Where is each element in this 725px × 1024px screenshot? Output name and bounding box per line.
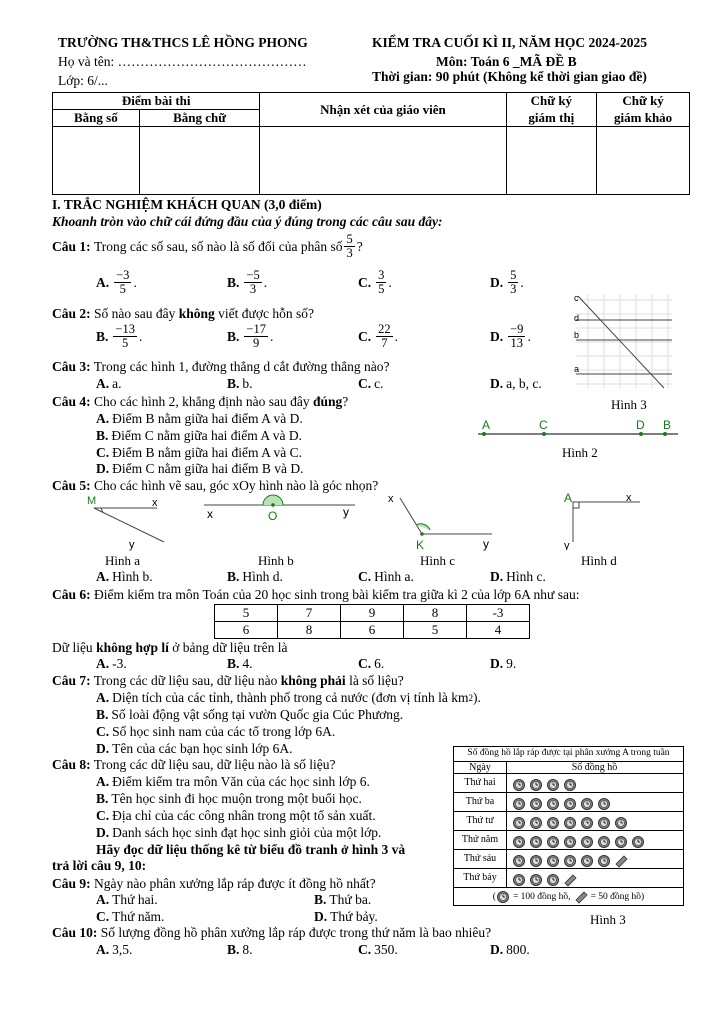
question-emphasis: không phải [280, 673, 346, 688]
points-figure [470, 416, 685, 442]
question-text: Trong các số sau, số nào là số đối của phân số [94, 238, 343, 254]
table-cell: 6 [215, 622, 278, 639]
student-name-field[interactable]: Họ và tên: …………………………………… [58, 54, 307, 69]
q3-option-a[interactable]: A. a. [96, 376, 122, 391]
question-label: Câu 7: [52, 673, 91, 688]
question-label: Câu 4: [52, 394, 91, 409]
clock-full-icon [563, 778, 577, 792]
q1-option-b[interactable]: B. $\frac{-5}{3}$ . [227, 268, 268, 296]
ray-y-label: y [343, 505, 349, 519]
angle-figure-a [82, 492, 182, 552]
q7-option-b[interactable]: B. Số loài động vật sống tại vườn Quốc gia Cúc Phương. [96, 707, 404, 722]
clock-full-icon [563, 835, 577, 849]
clock-full-icon [529, 816, 543, 830]
clock-full-icon [546, 873, 560, 887]
point-a [482, 432, 486, 436]
vertex-label: M [87, 495, 97, 507]
q5-option-d[interactable]: D. Hình c. [490, 569, 546, 584]
clock-half-icon [563, 873, 577, 887]
question-text: Cho các hình vẽ sau, góc xOy hình nào là góc nhọn? [94, 478, 379, 493]
clock-full-icon [512, 873, 526, 887]
angle-figure-d [560, 490, 650, 550]
clock-full-icon [512, 854, 526, 868]
exam-time: Thời gian: 90 phút (Không kể thời gian giao đề) [372, 69, 647, 84]
comment-header: Nhận xét của giáo viên [260, 93, 506, 127]
question-emphasis: đúng [312, 394, 343, 409]
ray-x-label: x [152, 497, 158, 509]
clock-full-icon [529, 854, 543, 868]
pictograph-day: Thứ ba [454, 793, 507, 812]
question-4 [52, 394, 348, 410]
pictograph-day: Thứ hai [454, 774, 507, 793]
score-by-words-header: Bằng chữ [139, 110, 260, 127]
question-label: Câu 10: [52, 925, 98, 940]
class-field[interactable]: Lớp: 6/... [58, 73, 108, 88]
figure-b-caption: Hình b [258, 553, 294, 568]
question-text-end: là số liệu? [349, 673, 404, 688]
comment-cell[interactable] [260, 127, 506, 195]
pictograph-day: Thứ năm [454, 831, 507, 850]
question-label: Câu 2: [52, 306, 91, 321]
question-label: Câu 3: [52, 359, 91, 374]
vertex-label: K [416, 538, 425, 552]
score-words-cell[interactable] [139, 127, 260, 195]
clock-full-icon [563, 797, 577, 811]
question-text: Số nào sau đây [94, 306, 176, 321]
question-8 [52, 757, 336, 773]
school-name: TRƯỜNG TH&THCS LÊ HỒNG PHONG [58, 35, 308, 50]
pictograph-day: Thứ bảy [454, 869, 507, 888]
examiner-sig-cell[interactable] [597, 127, 690, 195]
q1-option-c[interactable]: C. $\frac{3}{5}$ . [358, 268, 392, 296]
q3-option-d[interactable]: D. a, b, c. [490, 376, 542, 391]
ray-x-label: x [388, 493, 394, 505]
question-3 [52, 359, 390, 375]
question-text: Cho các hình 2, khẳng định nào sau đây [94, 394, 310, 409]
pictograph-row [454, 830, 683, 850]
q5-option-b[interactable]: B. Hình d. [227, 569, 283, 584]
reading-instruction: Hãy đọc dữ liệu thống kê từ biểu đồ tranh ở hình 3 và [96, 842, 406, 857]
q4-option-d[interactable]: D. Điểm C nằm giữa hai điểm B và D. [96, 461, 304, 476]
angle-figure-c [380, 490, 500, 552]
label-c: c [574, 293, 579, 303]
point-a-label: A [482, 418, 491, 432]
clock-full-icon [546, 835, 560, 849]
question-10 [52, 925, 491, 941]
score-data-table [214, 604, 530, 639]
table-cell: 9 [341, 605, 404, 622]
table-row [215, 605, 530, 622]
pictograph-row [454, 868, 683, 888]
question-6 [52, 587, 580, 603]
clock-full-icon [614, 816, 628, 830]
vertex-label: A [564, 491, 573, 505]
clock-full-icon [529, 797, 543, 811]
clock-full-icon [546, 778, 560, 792]
label-d: d [574, 313, 580, 323]
label-a: a [574, 364, 580, 374]
clock-full-icon [614, 835, 628, 849]
table-cell: 6 [341, 622, 404, 639]
question-label: Câu 8: [52, 757, 91, 772]
figure-caption: Hình 3 [611, 397, 647, 412]
q2-option-d[interactable]: D. $\frac{-9}{13}$ . [490, 322, 531, 350]
clock-full-icon [512, 816, 526, 830]
ray-y-label: y [564, 540, 570, 550]
table-cell: 4 [467, 622, 530, 639]
score-table [52, 92, 690, 195]
q7-option-a[interactable]: A. Diện tích của các tỉnh, thành phố trong cả nước (đơn vị tính là km 2 ). [96, 690, 481, 705]
question-label: Câu 5: [52, 478, 91, 493]
question-label: Câu 6: [52, 587, 91, 602]
question-text: Trong các dữ liệu sau, dữ liệu nào là số liệu? [93, 757, 336, 772]
q4-option-b[interactable]: B. Điểm C nằm giữa hai điểm A và D. [96, 428, 303, 443]
q8-option-c[interactable]: C. Địa chỉ của các công nhân trong một tổ sản xuất. [96, 808, 376, 823]
table-cell: -3 [467, 605, 530, 622]
clock-full-icon [512, 778, 526, 792]
q4-option-a[interactable]: A. Điểm B nằm giữa hai điểm A và D. [96, 411, 303, 426]
clock-full-icon [529, 873, 543, 887]
q6-option-b[interactable]: B. 4. [227, 656, 253, 671]
figure-d-caption: Hình d [581, 553, 617, 568]
question-text: Số lượng đồng hồ phân xưởng lắp ráp được trong thứ năm là bao nhiêu? [100, 925, 492, 940]
figure-c-caption: Hình c [420, 553, 456, 568]
clock-full-icon [597, 797, 611, 811]
clock-full-icon [597, 854, 611, 868]
q2-option-a[interactable]: B. $\frac{-13}{5}$ . [96, 322, 143, 350]
q10-option-d[interactable]: D. 800. [490, 942, 530, 957]
q1-option-d[interactable]: D. $\frac{5}{3}$ . [490, 268, 524, 296]
q7-option-d[interactable]: D. Tên của các bạn học sinh lớp 6A. [96, 741, 293, 756]
clock-full-icon [496, 890, 510, 904]
score-number-cell[interactable] [53, 127, 140, 195]
q7-option-c[interactable]: C. Số học sinh nam của các tổ trong lớp 6A. [96, 724, 336, 739]
q5-option-a[interactable]: A. Hình b. [96, 569, 153, 584]
q4-option-c[interactable]: C. Điểm B nằm giữa hai điểm A và C. [96, 445, 303, 460]
question-emphasis: không [178, 306, 215, 321]
exam-subject: Môn: Toán 6 _MÃ ĐỀ B [436, 54, 577, 69]
clock-full-icon [546, 816, 560, 830]
clock-full-icon [580, 854, 594, 868]
pictograph-row [454, 849, 683, 869]
q9-option-b[interactable]: B. Thứ ba. [314, 892, 372, 907]
question-mark: ? [356, 238, 363, 254]
vertex-label: O [268, 509, 278, 523]
ray-x-label: x [626, 492, 632, 504]
section-title: I. TRẮC NGHIỆM KHÁCH QUAN (3,0 điểm) [52, 197, 322, 212]
clock-full-icon [597, 835, 611, 849]
clock-full-icon [563, 854, 577, 868]
question-label: Câu 9: [52, 876, 91, 891]
ray-x-label: x [207, 507, 213, 521]
question-emphasis: không hợp lí [96, 640, 169, 655]
figure-a-caption: Hình a [105, 553, 141, 568]
pictograph-caption: Hình 3 [590, 912, 626, 927]
question-text: Điểm kiểm tra môn Toán của 20 học sinh trong bài kiểm tra giữa kì 2 của lớp 6A như sau: [94, 587, 580, 602]
point-b [663, 432, 667, 436]
point-d-label: D [636, 418, 645, 432]
question-text: Trong các hình 1, đường thẳng d cắt đường thẳng nào? [93, 359, 390, 374]
point-b-label: B [663, 418, 672, 432]
q1-option-a[interactable]: A. $\frac{-3}{5}$ . [96, 268, 137, 296]
table-cell: 8 [278, 622, 341, 639]
q10-option-a[interactable]: A. 3,5. [96, 942, 133, 957]
q2-option-b[interactable]: B. $\frac{-17}{9}$ . [227, 322, 274, 350]
q6-option-a[interactable]: A. -3. [96, 656, 127, 671]
fraction: $\frac{5}{3}$ [346, 232, 353, 260]
ray-y-label: y [483, 537, 489, 551]
table-cell: 7 [278, 605, 341, 622]
point-c [542, 432, 546, 436]
q3-option-c[interactable]: C. c. [358, 376, 384, 391]
question-label: Câu 1: [52, 238, 91, 254]
q9-option-a[interactable]: A. Thứ hai. [96, 892, 158, 907]
clock-full-icon [563, 816, 577, 830]
clock-full-icon [580, 835, 594, 849]
pictograph-legend [454, 887, 683, 906]
score-by-number-header: Bằng số [53, 110, 140, 127]
q8-option-d[interactable]: D. Danh sách học sinh đạt học sinh giỏi của một lớp. [96, 825, 382, 840]
q2-option-c[interactable]: C. $\frac{22}{7}$ . [358, 322, 398, 350]
pictograph-chart [453, 746, 684, 906]
question-text-end: viết được hỗn số? [218, 306, 314, 321]
label-b: b [574, 330, 580, 340]
q5-option-c[interactable]: C. Hình a. [358, 569, 414, 584]
proctor-sig-cell[interactable] [506, 127, 597, 195]
clock-full-icon [512, 835, 526, 849]
pictograph-title: Số đồng hồ lắp ráp được tại phân xưởng A trong tuần [467, 748, 670, 758]
clock-full-icon [546, 797, 560, 811]
question-1 [52, 233, 363, 260]
q10-option-b[interactable]: B. 8. [227, 942, 253, 957]
table-row [215, 622, 530, 639]
q3-option-b[interactable]: B. b. [227, 376, 253, 391]
q8-option-b[interactable]: B. Tên học sinh đi học muộn trong một buổi học. [96, 791, 362, 806]
question-2 [52, 306, 314, 322]
header-count: Số đồng hồ [571, 762, 618, 773]
clock-full-icon [580, 816, 594, 830]
q6-option-c[interactable]: C. 6. [358, 656, 385, 671]
table-cell: 8 [404, 605, 467, 622]
q6-option-d[interactable]: D. 9. [490, 656, 517, 671]
examiner-sig-header: Chữ ký [597, 93, 690, 110]
question-7 [52, 673, 404, 689]
pictograph-row [454, 773, 683, 793]
legend-paren: ( [492, 892, 496, 902]
table-cell: 5 [404, 622, 467, 639]
q8-option-a[interactable]: A. Điểm kiểm tra môn Văn của các học sinh lớp 6. [96, 774, 370, 789]
proctor-sig-sub: giám thị [506, 110, 597, 127]
reading-instruction-end: trả lời câu 9, 10: [52, 858, 147, 873]
ray-y-label: y [129, 539, 135, 551]
pictograph-row [454, 811, 683, 831]
section-instruction: Khoanh tròn vào chữ cái đứng đầu của ý đúng trong các câu sau đây: [52, 214, 443, 229]
legend-half: = 50 đồng hồ) [590, 892, 645, 902]
pictograph-day: Thứ tư [454, 812, 507, 831]
legend-full: = 100 đồng hồ, [512, 892, 571, 902]
pictograph-row [454, 792, 683, 812]
header-day: Ngày [454, 762, 507, 774]
q6-subquestion: Dữ liệu không hợp lí ở bảng dữ liệu trên là [52, 640, 288, 655]
clock-half-icon [574, 890, 588, 904]
exam-title: KIỂM TRA CUỐI KÌ II, NĂM HỌC 2024-2025 [372, 35, 648, 50]
clock-full-icon [546, 854, 560, 868]
point-d [639, 432, 643, 436]
q9-option-d[interactable]: D. Thứ bảy. [314, 909, 378, 924]
figure-caption: Hình 2 [562, 445, 598, 460]
pictograph-day: Thứ sáu [454, 850, 507, 869]
clock-half-icon [614, 854, 628, 868]
angle-figure-b [200, 490, 370, 526]
score-header: Điểm bài thi [53, 93, 260, 110]
clock-full-icon [529, 778, 543, 792]
examiner-sig-sub: giám khảo [597, 110, 690, 127]
question-text-end: ? [342, 394, 349, 409]
question-text: Ngày nào phân xưởng lắp ráp được ít đồng hồ nhất? [94, 876, 376, 891]
proctor-sig-header: Chữ ký [506, 93, 597, 110]
clock-full-icon [512, 797, 526, 811]
question-text: Trong các dữ liệu sau, dữ liệu nào [93, 673, 278, 688]
clock-full-icon [580, 797, 594, 811]
clock-full-icon [631, 835, 645, 849]
table-cell: 5 [215, 605, 278, 622]
q10-option-c[interactable]: C. 350. [358, 942, 398, 957]
clock-full-icon [597, 816, 611, 830]
lines-figure [568, 290, 678, 392]
q9-option-c[interactable]: C. Thứ năm. [96, 909, 165, 924]
clock-full-icon [529, 835, 543, 849]
point-c-label: C [539, 418, 548, 432]
question-9 [52, 876, 376, 892]
